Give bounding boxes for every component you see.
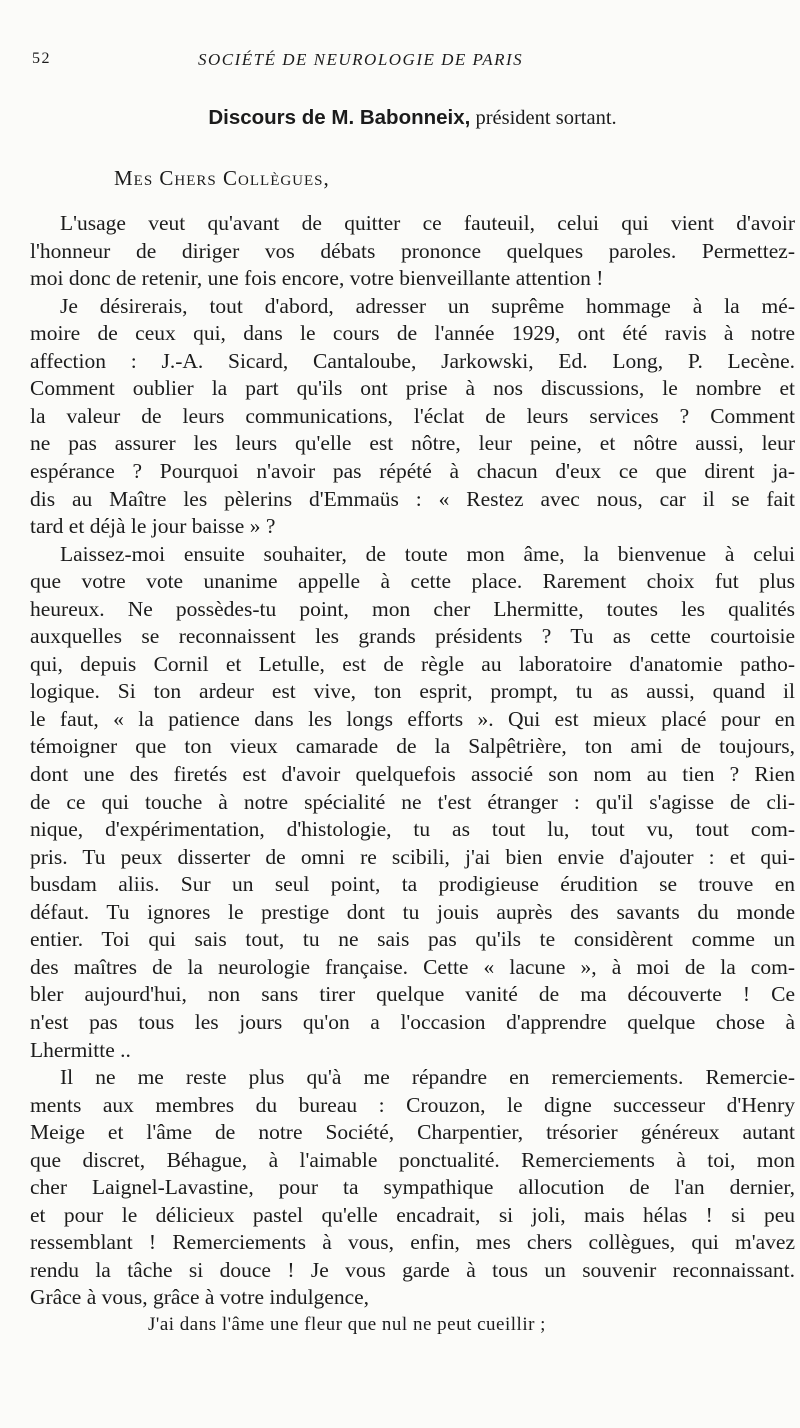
text-line: le faut, « la patience dans les longs efforts ». Qui est mieux placé pour en bbox=[30, 706, 795, 731]
text-line: que votre vote unanime appelle à cette place. Rarement choix fut plus bbox=[30, 569, 795, 594]
speech-title bbox=[30, 106, 795, 130]
page-number: 52 bbox=[32, 50, 51, 67]
text-line: ne pas assurer les leurs qu'elle est nôtre, leur peine, et nôtre aussi, leur bbox=[30, 431, 795, 456]
text-line: bler aujourd'hui, non sans tirer quelque vanité de ma découverte ! Ce bbox=[30, 982, 795, 1007]
text-line: n'est pas tous les jours qu'on a l'occasion d'apprendre quelque chose à bbox=[30, 1009, 795, 1034]
text-line: Comment oublier la part qu'ils ont prise à nos discussions, le nombre et bbox=[30, 376, 795, 401]
text-line: des maîtres de la neurologie française. Cette « lacune », à moi de la com- bbox=[30, 954, 795, 979]
salutation: Mes Chers Collègues, bbox=[114, 166, 330, 190]
text-line: busdam aliis. Sur un seul point, ta prodigieuse érudition se trouve en bbox=[30, 872, 795, 897]
text-line: cher Laignel-Lavastine, pour ta sympathique allocution de l'an dernier, bbox=[30, 1175, 795, 1200]
text-line: moire de ceux qui, dans le cours de l'année 1929, ont été ravis à notre bbox=[30, 321, 795, 346]
text-line: rendu la tâche si douce ! Je vous garde à tous un souvenir reconnaissant. bbox=[30, 1257, 795, 1282]
text-line: auxquelles se reconnaissent les grands présidents ? Tu as cette courtoisie bbox=[30, 624, 795, 649]
text-line: heureux. Ne possèdes-tu point, mon cher Lhermitte, toutes les qualités bbox=[30, 596, 795, 621]
text-line: tard et déjà le jour baisse » ? bbox=[30, 514, 276, 539]
verse-line: J'ai dans l'âme une fleur que nul ne peut cueillir ; bbox=[148, 1314, 546, 1335]
text-line: l'honneur de diriger vos débats prononce quelques paroles. Permettez- bbox=[30, 238, 795, 263]
text-line: Meige et l'âme de notre Société, Charpentier, trésorier généreux autant bbox=[30, 1120, 795, 1145]
running-title: SOCIÉTÉ DE NEUROLOGIE DE PARIS bbox=[198, 50, 524, 69]
text-line: Il ne me reste plus qu'à me répandre en remerciements. Remercie- bbox=[60, 1065, 795, 1090]
text-line: Lhermitte .. bbox=[30, 1037, 131, 1062]
text-line: espérance ? Pourquoi n'avoir pas répété à chacun d'eux ce que dirent ja- bbox=[30, 458, 795, 483]
text-line: et pour le délicieux pastel qu'elle encadrait, si joli, mais hélas ! si peu bbox=[30, 1202, 795, 1227]
text-line: que discret, Béhague, à l'aimable ponctualité. Remerciements à toi, mon bbox=[30, 1147, 795, 1172]
text-line: L'usage veut qu'avant de quitter ce fauteuil, celui qui vient d'avoir bbox=[60, 211, 795, 235]
text-line: ments aux membres du bureau : Crouzon, le digne successeur d'Henry bbox=[30, 1092, 795, 1117]
text-line: pris. Tu peux disserter de omni re scibili, j'ai bien envie d'ajouter : et qui- bbox=[30, 844, 795, 869]
text-line: dont une des firetés est d'avoir quelquefois associé son nom au tien ? Rien bbox=[30, 762, 795, 786]
running-head bbox=[30, 50, 795, 70]
text-line: logique. Si ton ardeur est vive, ton esprit, prompt, tu as aussi, quand il bbox=[30, 679, 795, 704]
text-line: de ce qui touche à notre spécialité ne t'est étranger : qu'il s'agisse de cli- bbox=[30, 789, 795, 814]
text-line: Grâce à vous, grâce à votre indulgence, bbox=[30, 1285, 370, 1310]
text-line: entier. Toi qui sais tout, tu ne sais pas qu'ils te considèrent comme un bbox=[30, 927, 795, 952]
text-line: qui, depuis Cornil et Letulle, est de règle au laboratoire d'anatomie patho- bbox=[30, 651, 795, 676]
text-line: dis au Maître les pèlerins d'Emmaüs : « Restez avec nous, car il se fait bbox=[30, 486, 795, 511]
text-line: la valeur de leurs communications, l'éclat de leurs services ? Comment bbox=[30, 403, 795, 428]
text-line: nique, d'expérimentation, d'histologie, tu as tout lu, tout vu, tout com- bbox=[30, 817, 795, 842]
speech-title-role: président sortant. bbox=[470, 107, 617, 129]
text-line: affection : J.-A. Sicard, Cantaloube, Jarkowski, Ed. Long, P. Lecène. bbox=[30, 348, 795, 373]
text-line: témoigner que ton vieux camarade de la Salpêtrière, ton ami de toujours, bbox=[30, 734, 795, 759]
text-line: Je désirerais, tout d'abord, adresser un suprême hommage à la mé- bbox=[60, 293, 795, 318]
text-line: défaut. Tu ignores le prestige dont tu jouis auprès des savants du monde bbox=[30, 899, 795, 924]
speech-title-name: Discours de M. Babonneix, bbox=[208, 106, 471, 129]
text-line: Laissez-moi ensuite souhaiter, de toute mon âme, la bienvenue à celui bbox=[60, 541, 795, 566]
text-line: ressemblant ! Remerciements à vous, enfin, mes chers collègues, qui m'avez bbox=[30, 1230, 795, 1255]
text-line: moi donc de retenir, une fois encore, votre bienveillante attention ! bbox=[30, 266, 604, 291]
